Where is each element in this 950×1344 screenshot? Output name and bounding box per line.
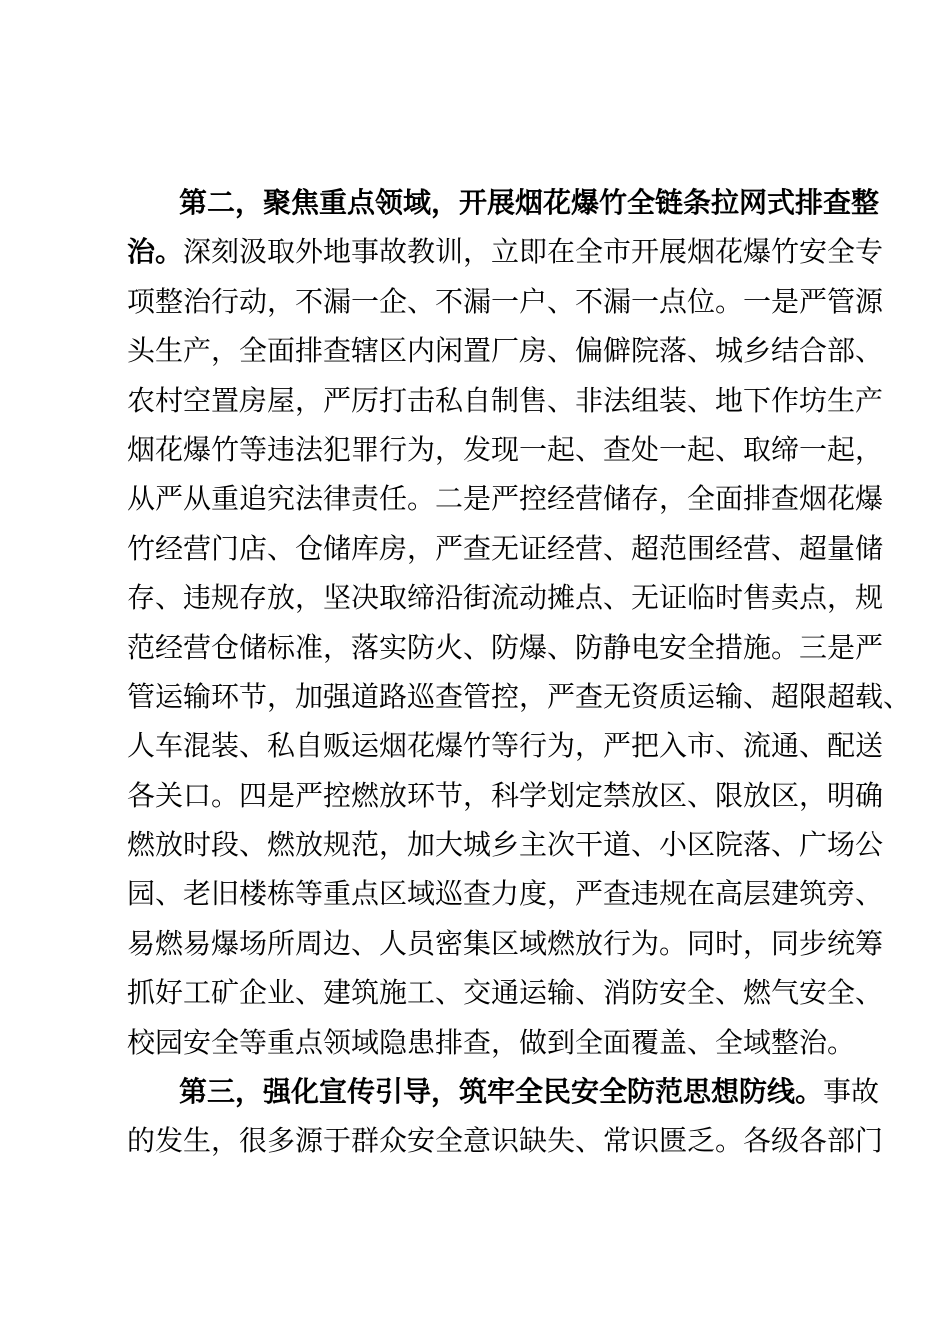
body-text: 存、违规存放，坚决取缔沿街流动摊点、无证临时售卖点，规 xyxy=(127,581,884,615)
body-text: 各关口。四是严控燃放环节，科学划定禁放区、限放区，明确 xyxy=(127,778,884,812)
text-line xyxy=(127,771,884,820)
body-text: 易燃易爆场所周边、人员密集区域燃放行为。同时，同步统筹 xyxy=(127,926,884,960)
text-line xyxy=(127,326,884,375)
text-line xyxy=(127,178,880,227)
body-text: 范经营仓储标准，落实防火、防爆、防静电安全措施。三是严 xyxy=(127,630,884,664)
bold-heading-text: 第三，强化宣传引导，筑牢全民安全防范思想防线。 xyxy=(179,1075,824,1109)
body-text: 的发生，很多源于群众安全意识缺失、常识匮乏。各级各部门 xyxy=(127,1124,884,1158)
text-line xyxy=(127,623,884,672)
body-text: 农村空置房屋，严厉打击私自制售、非法组装、地下作坊生产 xyxy=(127,383,884,417)
body-text: 从严从重追究法律责任。二是严控经营储存，全面排查烟花爆 xyxy=(127,482,884,516)
text-line xyxy=(127,524,884,573)
text-line xyxy=(127,474,884,523)
text-line xyxy=(127,425,884,474)
body-text: 人车混装、私自贩运烟花爆竹等行为，严把入市、流通、配送 xyxy=(127,729,884,763)
text-line xyxy=(127,1067,880,1116)
text-line xyxy=(127,376,884,425)
body-text: 抓好工矿企业、建筑施工、交通运输、消防安全、燃气安全、 xyxy=(127,976,884,1010)
body-text: 燃放时段、燃放规范，加大城乡主次干道、小区院落、广场公 xyxy=(127,828,884,862)
body-text: 事故 xyxy=(823,1075,880,1109)
text-line xyxy=(127,721,884,770)
text-line xyxy=(127,573,884,622)
document-body xyxy=(127,178,912,1166)
body-text: 头生产，全面排查辖区内闲置厂房、偏僻院落、城乡结合部、 xyxy=(127,334,884,368)
text-line xyxy=(127,968,884,1017)
body-text: 管运输环节，加强道路巡查管控，严查无资质运输、超限超载、 xyxy=(127,679,912,713)
text-line xyxy=(127,919,884,968)
body-text: 园、老旧楼栋等重点区域巡查力度，严查违规在高层建筑旁、 xyxy=(127,877,884,911)
text-line xyxy=(127,1116,884,1165)
text-line xyxy=(127,227,884,276)
body-text: 项整治行动，不漏一企、不漏一户、不漏一点位。一是严管源 xyxy=(127,284,884,318)
body-text: 深刻汲取外地事故教训，立即在全市开展烟花爆竹安全专 xyxy=(183,235,884,269)
text-line xyxy=(127,820,884,869)
text-line xyxy=(127,277,884,326)
body-text: 校园安全等重点领域隐患排查，做到全面覆盖、全域整治。 xyxy=(127,1025,856,1059)
bold-heading-text: 第二，聚焦重点领域，开展烟花爆竹全链条拉网式排查整 xyxy=(179,186,880,219)
text-line xyxy=(127,1018,856,1067)
body-text: 竹经营门店、仓储库房，严查无证经营、超范围经营、超量储 xyxy=(127,531,884,565)
bold-heading-text: 治。 xyxy=(127,235,184,269)
body-text: 烟花爆竹等违法犯罪行为，发现一起、查处一起、取缔一起， xyxy=(127,432,884,466)
text-line xyxy=(127,672,912,721)
text-line xyxy=(127,869,884,918)
